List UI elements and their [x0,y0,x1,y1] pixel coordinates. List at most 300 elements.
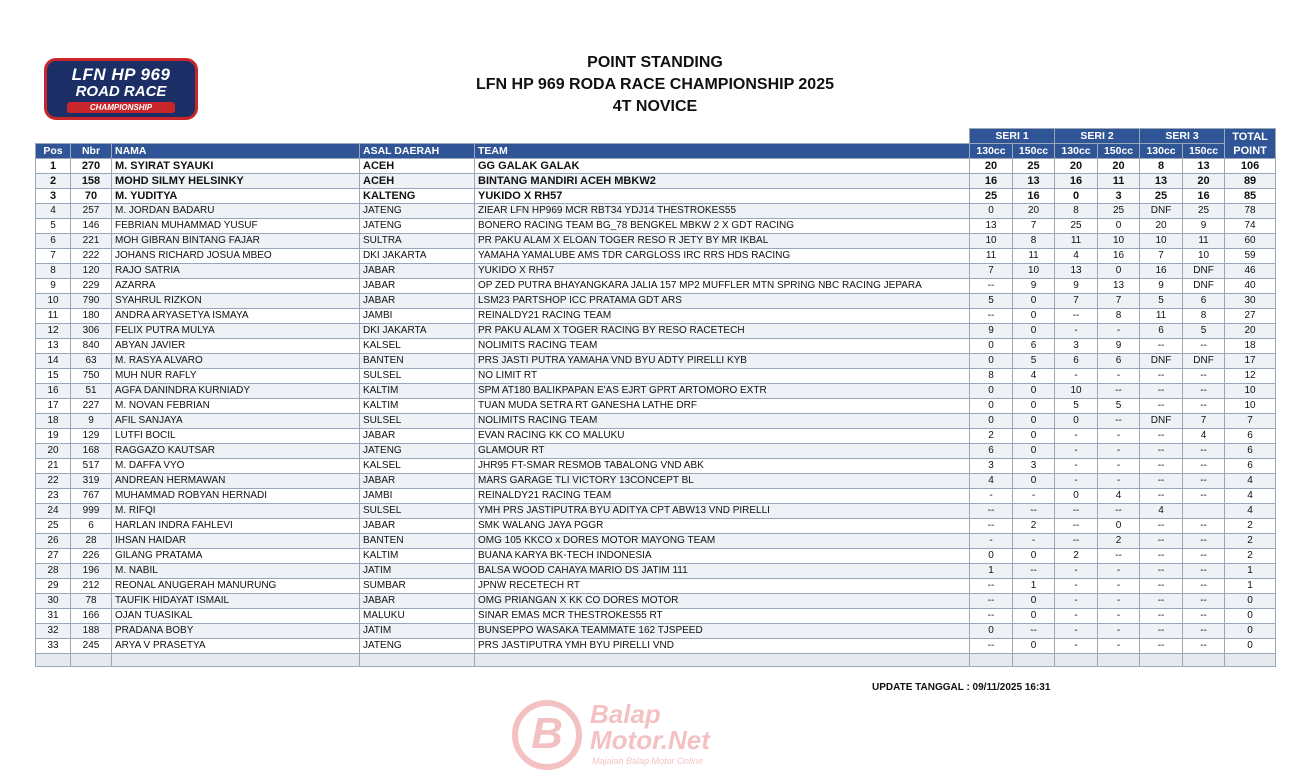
score-cell: 25 [1098,204,1140,219]
total-cell: 1 [1225,579,1276,594]
team-cell: REINALDY21 RACING TEAM [475,489,970,504]
region-cell: SULSEL [360,414,475,429]
region-cell: JATENG [360,204,475,219]
region-cell: JATENG [360,444,475,459]
score-cell: -- [970,639,1013,654]
region-cell: KALTIM [360,384,475,399]
nbr-cell: 146 [71,219,112,234]
total-cell: 0 [1225,609,1276,624]
name-cell: AZARRA [112,279,360,294]
score-cell: -- [1013,624,1055,639]
seri-1-header: SERI 1 [970,129,1055,144]
score-cell: 0 [970,204,1013,219]
total-cell: 4 [1225,489,1276,504]
score-cell: -- [1055,519,1098,534]
pos-cell: 1 [36,159,71,174]
pos-cell: 22 [36,474,71,489]
score-cell: 20 [1013,204,1055,219]
score-cell: - [1055,624,1098,639]
empty-cell [475,654,970,667]
pos-cell: 9 [36,279,71,294]
region-cell: KALSEL [360,339,475,354]
score-cell: -- [1183,639,1225,654]
score-cell: 10 [1098,234,1140,249]
region-cell: JABAR [360,264,475,279]
team-cell: BINTANG MANDIRI ACEH MBKW2 [475,174,970,189]
score-cell: 0 [1013,639,1055,654]
watermark-tagline: Majalah Balap Motor Online [592,756,704,766]
region-cell: KALTIM [360,399,475,414]
pos-cell: 29 [36,579,71,594]
nbr-cell: 166 [71,609,112,624]
total-cell: 106 [1225,159,1276,174]
score-cell: -- [1183,609,1225,624]
class-header: 130cc [1140,144,1183,159]
region-cell: JABAR [360,279,475,294]
logo-line2: ROAD RACE [75,83,167,100]
score-cell: 0 [970,549,1013,564]
team-cell: YMH PRS JASTIPUTRA BYU ADITYA CPT ABW13 VND PIRELLI [475,504,970,519]
total-cell: 74 [1225,219,1276,234]
team-cell: BUANA KARYA BK-TECH INDONESIA [475,549,970,564]
score-cell: 4 [970,474,1013,489]
score-cell: -- [1140,534,1183,549]
pos-cell: 3 [36,189,71,204]
score-cell: -- [1183,384,1225,399]
score-cell: - [1055,579,1098,594]
score-cell: 13 [1140,174,1183,189]
name-cell: ARYA V PRASETYA [112,639,360,654]
score-cell: DNF [1183,354,1225,369]
score-cell: 0 [1013,324,1055,339]
pos-cell: 28 [36,564,71,579]
score-cell: 0 [1098,219,1140,234]
region-cell: JATENG [360,219,475,234]
score-cell: -- [1098,504,1140,519]
nbr-cell: 257 [71,204,112,219]
score-cell: -- [1183,534,1225,549]
name-cell: MUHAMMAD ROBYAN HERNADI [112,489,360,504]
score-cell: DNF [1140,204,1183,219]
score-cell: 25 [1183,204,1225,219]
empty-cell [112,654,360,667]
score-cell: 5 [1098,399,1140,414]
table-row [36,174,1276,189]
score-cell: -- [1183,339,1225,354]
score-cell: 5 [1055,399,1098,414]
region-cell: JAMBI [360,489,475,504]
total-cell: 2 [1225,519,1276,534]
team-cell: PRS JASTIPUTRA YMH BYU PIRELLI VND [475,639,970,654]
total-cell: 20 [1225,324,1276,339]
nbr-cell: 6 [71,519,112,534]
region-cell: DKI JAKARTA [360,324,475,339]
score-cell: 8 [1013,234,1055,249]
table-row [36,399,1276,414]
score-cell: 0 [1055,414,1098,429]
total-cell: 30 [1225,294,1276,309]
name-cell: REONAL ANUGERAH MANURUNG [112,579,360,594]
total-cell: 27 [1225,309,1276,324]
pos-cell: 10 [36,294,71,309]
table-row [36,489,1276,504]
total-cell: 1 [1225,564,1276,579]
team-cell: SINAR EMAS MCR THESTROKES55 RT [475,609,970,624]
nbr-cell: 222 [71,249,112,264]
table-row [36,504,1276,519]
score-cell: -- [1140,609,1183,624]
score-cell: - [1055,369,1098,384]
score-cell: -- [1183,624,1225,639]
score-cell: -- [1140,624,1183,639]
table-row [36,339,1276,354]
score-cell: 0 [1055,189,1098,204]
name-cell: FELIX PUTRA MULYA [112,324,360,339]
score-cell: 9 [1055,279,1098,294]
score-cell: -- [1183,489,1225,504]
pos-cell: 21 [36,459,71,474]
logo-line1: LFN HP 969 [71,65,171,84]
score-cell: -- [1140,549,1183,564]
total-cell: 4 [1225,504,1276,519]
name-cell: AFIL SANJAYA [112,414,360,429]
nbr-cell: 840 [71,339,112,354]
score-cell: - [1055,594,1098,609]
nbr-cell: 9 [71,414,112,429]
score-cell: 25 [1013,159,1055,174]
score-cell: 13 [970,219,1013,234]
score-cell: 16 [1098,249,1140,264]
table-row [36,429,1276,444]
score-cell: 10 [1183,249,1225,264]
score-cell: 9 [1098,339,1140,354]
region-cell: ACEH [360,159,475,174]
pos-cell: 13 [36,339,71,354]
team-cell: BALSA WOOD CAHAYA MARIO DS JATIM 111 [475,564,970,579]
total-cell: 4 [1225,474,1276,489]
class-header: 130cc [970,144,1013,159]
logo-line3: CHAMPIONSHIP [67,102,175,113]
name-cell: PRADANA BOBY [112,624,360,639]
team-cell: PRS JASTI PUTRA YAMAHA VND BYU ADTY PIRELLI KYB [475,354,970,369]
score-cell: -- [1183,579,1225,594]
nbr-cell: 750 [71,369,112,384]
team-cell: YAMAHA YAMALUBE AMS TDR CARGLOSS IRC RRS HDS RACING [475,249,970,264]
score-cell: -- [1140,399,1183,414]
total-cell: 85 [1225,189,1276,204]
region-cell: BANTEN [360,534,475,549]
nbr-cell: 70 [71,189,112,204]
score-cell: 10 [1140,234,1183,249]
pos-cell: 16 [36,384,71,399]
table-row [36,264,1276,279]
name-cell: TAUFIK HIDAYAT ISMAIL [112,594,360,609]
score-cell: 5 [1013,354,1055,369]
name-cell: GILANG PRATAMA [112,549,360,564]
score-cell: - [1098,459,1140,474]
pos-cell: 4 [36,204,71,219]
empty-cell [1225,654,1276,667]
score-cell: 13 [1013,174,1055,189]
score-cell: - [1055,324,1098,339]
score-cell: 20 [1140,219,1183,234]
nbr-cell: 180 [71,309,112,324]
region-cell: JAMBI [360,309,475,324]
empty-cell [360,654,475,667]
team-cell: NOLIMITS RACING TEAM [475,339,970,354]
nbr-cell: 319 [71,474,112,489]
empty-cell [1055,654,1098,667]
score-cell: -- [970,309,1013,324]
score-cell: 11 [1140,309,1183,324]
score-cell: 16 [1183,189,1225,204]
score-cell: -- [1055,534,1098,549]
score-cell [1183,504,1225,519]
total-cell: 6 [1225,444,1276,459]
team-cell: BONERO RACING TEAM BG_78 BENGKEL MBKW 2 X GDT RACING [475,219,970,234]
table-row [36,189,1276,204]
score-cell: 0 [1013,474,1055,489]
title-line1: POINT STANDING [587,54,723,71]
score-cell: 0 [970,339,1013,354]
class-header: 150cc [1098,144,1140,159]
region-cell: SULTRA [360,234,475,249]
score-cell: 9 [970,324,1013,339]
asal-header: ASAL DAERAH [360,144,475,159]
region-cell: DKI JAKARTA [360,249,475,264]
region-cell: ACEH [360,174,475,189]
total-cell: 18 [1225,339,1276,354]
score-cell: 2 [1098,534,1140,549]
pos-cell: 33 [36,639,71,654]
score-cell: 13 [1098,279,1140,294]
nbr-cell: 63 [71,354,112,369]
name-cell: RAJO SATRIA [112,264,360,279]
total-cell: 2 [1225,534,1276,549]
team-cell: REINALDY21 RACING TEAM [475,309,970,324]
empty-cell [1183,654,1225,667]
table-row [36,219,1276,234]
name-cell: ANDREAN HERMAWAN [112,474,360,489]
nbr-cell: 270 [71,159,112,174]
score-cell: 0 [1013,294,1055,309]
watermark-line2: Motor.Net [590,725,710,755]
score-cell: -- [1140,444,1183,459]
region-cell: JATIM [360,564,475,579]
nbr-cell: 129 [71,429,112,444]
score-cell: -- [1183,549,1225,564]
score-cell: 11 [1098,174,1140,189]
empty-cell [1140,654,1183,667]
score-cell: -- [1140,639,1183,654]
pos-cell: 27 [36,549,71,564]
nbr-cell: 767 [71,489,112,504]
nbr-cell: 999 [71,504,112,519]
total-cell: 0 [1225,594,1276,609]
team-cell: JPNW RECETECH RT [475,579,970,594]
empty-cell [1098,654,1140,667]
score-cell: -- [1140,579,1183,594]
score-cell: -- [970,519,1013,534]
score-cell: 0 [1013,549,1055,564]
score-cell: DNF [1140,414,1183,429]
score-cell: -- [1140,489,1183,504]
team-cell: NO LIMIT RT [475,369,970,384]
pos-header: Pos [36,144,71,159]
region-cell: MALUKU [360,609,475,624]
score-cell: 16 [1140,264,1183,279]
team-cell: YUKIDO X RH57 [475,264,970,279]
total-cell: 78 [1225,204,1276,219]
score-cell: 7 [1183,414,1225,429]
table-row [36,609,1276,624]
table-row [36,309,1276,324]
score-cell: 11 [1055,234,1098,249]
score-cell: -- [1140,384,1183,399]
team-cell: TUAN MUDA SETRA RT GANESHA LATHE DRF [475,399,970,414]
score-cell: - [1098,429,1140,444]
score-cell: 6 [1140,324,1183,339]
team-cell: JHR95 FT-SMAR RESMOB TABALONG VND ABK [475,459,970,474]
pos-cell: 20 [36,444,71,459]
region-cell: KALTIM [360,549,475,564]
score-cell: - [1098,609,1140,624]
pos-cell: 26 [36,534,71,549]
total-cell: 40 [1225,279,1276,294]
score-cell: 5 [970,294,1013,309]
score-cell: 11 [1013,249,1055,264]
score-cell: 10 [1055,384,1098,399]
championship-logo [44,58,198,120]
score-cell: -- [1183,444,1225,459]
total-cell: 46 [1225,264,1276,279]
score-cell: - [1098,369,1140,384]
nbr-cell: 78 [71,594,112,609]
score-cell: -- [1183,459,1225,474]
score-cell: - [1098,444,1140,459]
total-cell: 59 [1225,249,1276,264]
name-cell: M. NOVAN FEBRIAN [112,399,360,414]
name-cell: IHSAN HAIDAR [112,534,360,549]
score-cell: 0 [1013,414,1055,429]
score-cell: - [970,534,1013,549]
score-cell: 3 [1098,189,1140,204]
table-row [36,534,1276,549]
table-row [36,414,1276,429]
score-cell: 8 [1183,309,1225,324]
pos-cell: 11 [36,309,71,324]
score-cell: 6 [1098,354,1140,369]
team-cell: EVAN RACING KK CO MALUKU [475,429,970,444]
region-cell: BANTEN [360,354,475,369]
score-cell: 25 [970,189,1013,204]
score-cell: -- [1140,564,1183,579]
score-cell: 7 [970,264,1013,279]
pos-cell: 23 [36,489,71,504]
pos-cell: 6 [36,234,71,249]
score-cell: 5 [1140,294,1183,309]
score-cell: 2 [1055,549,1098,564]
total-cell: 6 [1225,429,1276,444]
score-cell: - [1098,594,1140,609]
score-cell: - [1055,564,1098,579]
score-cell: 0 [970,624,1013,639]
name-cell: RAGGAZO KAUTSAR [112,444,360,459]
title-line3: 4T NOVICE [612,98,698,115]
table-row [36,549,1276,564]
score-cell: 16 [1055,174,1098,189]
table-row [36,474,1276,489]
score-cell: 9 [1140,279,1183,294]
score-cell: - [1055,444,1098,459]
score-cell: 3 [1055,339,1098,354]
total-cell: 12 [1225,369,1276,384]
score-cell: - [1098,474,1140,489]
class-header: 150cc [1013,144,1055,159]
score-cell: 0 [1013,609,1055,624]
score-cell: 7 [1098,294,1140,309]
name-cell: M. NABIL [112,564,360,579]
team-cell: OMG 105 KKCO x DORES MOTOR MAYONG TEAM [475,534,970,549]
table-row [36,204,1276,219]
pos-cell: 30 [36,594,71,609]
table-footer-row [36,654,1276,667]
pos-cell: 19 [36,429,71,444]
pos-cell: 15 [36,369,71,384]
nbr-cell: 790 [71,294,112,309]
score-cell: 6 [1013,339,1055,354]
team-header: TEAM [475,144,970,159]
score-cell: 0 [1055,489,1098,504]
nbr-cell: 229 [71,279,112,294]
pos-cell: 7 [36,249,71,264]
watermark-line1: Balap [590,699,661,729]
score-cell: - [1098,564,1140,579]
score-cell: 1 [970,564,1013,579]
region-cell: JABAR [360,294,475,309]
nbr-cell: 196 [71,564,112,579]
region-cell: SUMBAR [360,579,475,594]
name-cell: MOH GIBRAN BINTANG FAJAR [112,234,360,249]
score-cell: - [1013,489,1055,504]
nbr-cell: 212 [71,579,112,594]
table-row [36,234,1276,249]
nbr-cell: 226 [71,549,112,564]
name-cell: MOHD SILMY HELSINKY [112,174,360,189]
team-cell: YUKIDO X RH57 [475,189,970,204]
nbr-cell: 28 [71,534,112,549]
team-cell: ZIEAR LFN HP969 MCR RBT34 YDJ14 THESTROKES55 [475,204,970,219]
score-cell: -- [1183,594,1225,609]
score-cell: 0 [1013,399,1055,414]
score-cell: 7 [1013,219,1055,234]
nbr-cell: 120 [71,264,112,279]
score-cell: 0 [1013,309,1055,324]
standings-table [35,128,1276,667]
score-cell: 16 [970,174,1013,189]
total-cell: 7 [1225,414,1276,429]
table-row [36,519,1276,534]
table-row [36,579,1276,594]
seri-3-header: SERI 3 [1140,129,1225,144]
score-cell: 0 [1013,594,1055,609]
team-cell: MARS GARAGE TLI VICTORY 13CONCEPT BL [475,474,970,489]
score-cell: 9 [1183,219,1225,234]
nbr-header: Nbr [71,144,112,159]
table-row [36,369,1276,384]
table-row [36,354,1276,369]
score-cell: 25 [1140,189,1183,204]
